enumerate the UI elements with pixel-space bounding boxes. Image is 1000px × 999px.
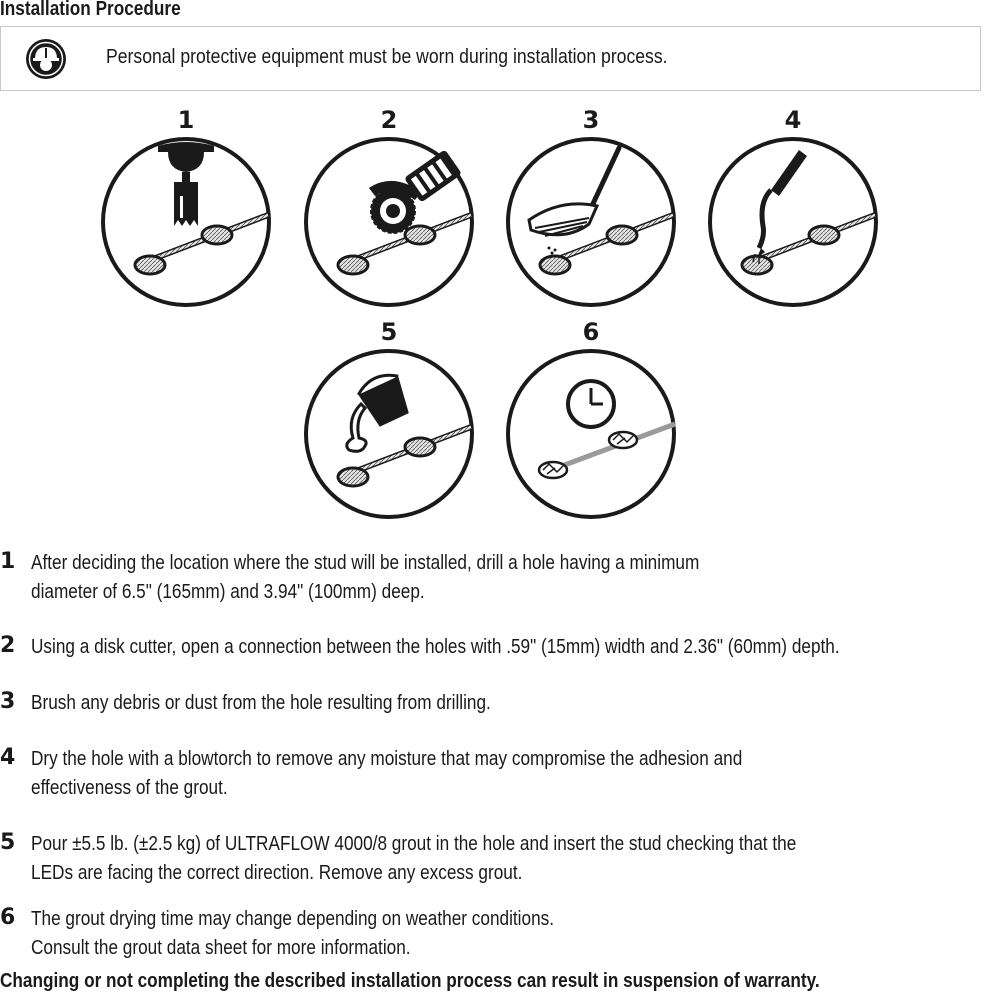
instruction-text: Pour ±5.5 lb. (±2.5 kg) of ULTRAFLOW 4000/8 grout in the hole and insert the stud checking that the LEDs are facing the correct direction. Remove any excess grout. — [31, 833, 797, 884]
step-number: 3 — [582, 106, 600, 134]
step-4 — [707, 102, 879, 302]
clock-icon — [505, 348, 677, 520]
instruction-number: 1 — [0, 549, 16, 574]
step-number: 5 — [380, 318, 398, 346]
step-number: 2 — [380, 106, 398, 134]
ppe-notice — [0, 26, 981, 91]
warranty-warning: Changing or not completing the described installation process can result in suspension of warranty. — [0, 970, 820, 992]
instruction-text: The grout drying time may change depending on weather conditions. Consult the grout data sheet for more information. — [31, 908, 555, 959]
step-3 — [505, 102, 677, 302]
ppe-text: Personal protective equipment must be worn during installation process. — [106, 46, 668, 68]
step-number: 6 — [582, 318, 600, 346]
instruction-text: After deciding the location where the stud will be installed, drill a hole having a minimum diameter of 6.5" (165mm) and 3.94" (100mm) deep. — [31, 552, 700, 603]
drill-icon — [100, 136, 272, 308]
instruction-number: 2 — [0, 633, 16, 658]
instruction-number: 6 — [0, 905, 16, 930]
disk-cutter-icon — [303, 136, 475, 308]
instruction-number: 4 — [0, 745, 16, 770]
step-5 — [303, 314, 475, 514]
instruction-text: Dry the hole with a blowtorch to remove any moisture that may compromise the adhesion and effectiveness of the grout. — [31, 748, 743, 799]
pour-bucket-icon — [303, 348, 475, 520]
step-2 — [303, 102, 475, 302]
hard-hat-icon — [25, 38, 67, 80]
instruction-text: Brush any debris or dust from the hole resulting from drilling. — [31, 692, 491, 714]
instruction-number: 3 — [0, 689, 16, 714]
blowtorch-icon — [707, 136, 879, 308]
instruction-text: Using a disk cutter, open a connection between the holes with .59" (15mm) width and 2.36" (60mm) depth. — [31, 636, 840, 658]
step-1 — [100, 102, 272, 302]
page-title: Installation Procedure — [0, 0, 181, 20]
brush-icon — [505, 136, 677, 308]
step-number: 1 — [177, 106, 195, 134]
step-number: 4 — [784, 106, 802, 134]
instruction-number: 5 — [0, 830, 16, 855]
step-6 — [505, 314, 677, 514]
